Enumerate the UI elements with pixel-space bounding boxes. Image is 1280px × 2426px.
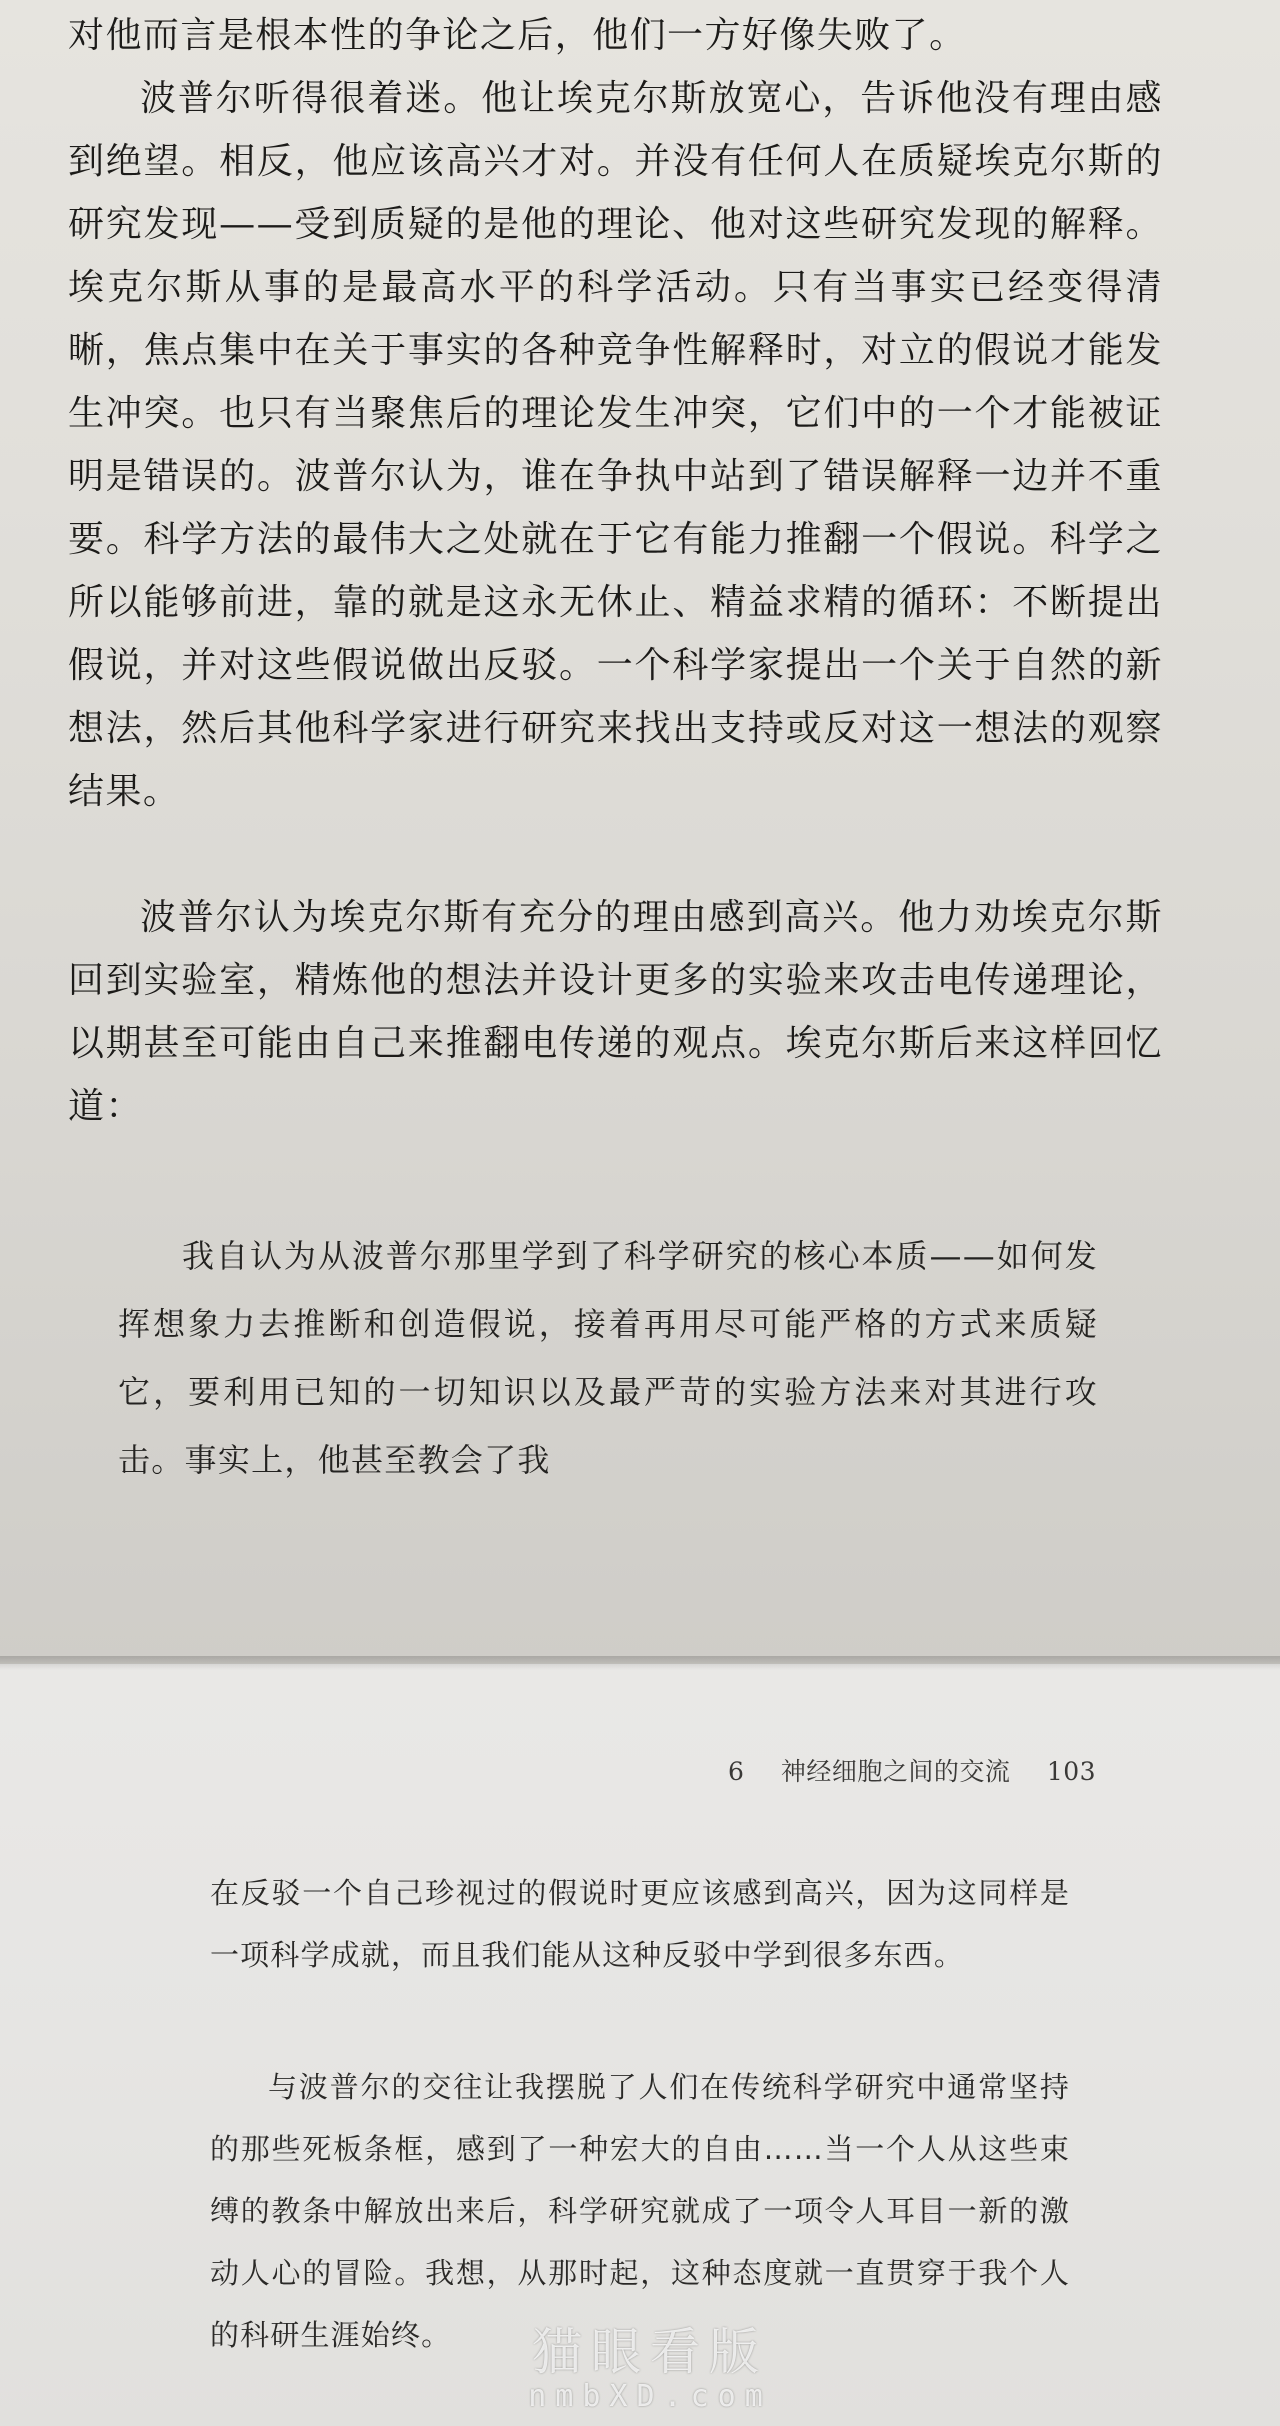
- page-number: 103: [1046, 1757, 1097, 1786]
- page-seam: [0, 1656, 1280, 1670]
- block-quote-continued: 在反驳一个自己珍视过的假说时更应该感到高兴，因为这同样是一项科学成就，而且我们能从这种反驳中学到很多东西。: [210, 1876, 1070, 1972]
- watermark: [480, 2325, 820, 2413]
- running-head: [728, 1752, 1096, 1788]
- paragraph-fragment: 对他而言是根本性的争论之后，他们一方好像失败了。: [68, 15, 967, 56]
- chapter-number: 6: [728, 1757, 745, 1786]
- paragraph-popper-advice: 波普尔认为埃克尔斯有充分的理由感到高兴。他力劝埃克尔斯回到实验室，精炼他的想法并设计更多的实验来攻击电传递理论，以期甚至可能由自己来推翻电传递的观点。埃克尔斯后来这样回忆道：: [68, 897, 1163, 1127]
- paragraph-popper-response: 波普尔听得很着迷。他让埃克尔斯放宽心，告诉他没有理由感到绝望。相反，他应该高兴才对。并没有任何人在质疑埃克尔斯的研究发现——受到质疑的是他的理论、他对这些研究发现的解释。埃克尔斯从事的是最高水平的科学活动。只有当事实已经变得清晰，焦点集中在关于事实的各种竞争性解释时，对立的假说才能发生冲突。也只有当聚焦后的理论发生冲突，它们中的一个才能被证明是错误的。波普尔认为，谁在争执中站到了错误解释一边并不重要。科学方法的最伟大之处就在于它有能力推翻一个假说。科学之所以能够前进，靠的就是这永无休止、精益求精的循环：不断提出假说，并对这些假说做出反驳。一个科学家提出一个关于自然的新想法，然后其他科学家进行研究来找出支持或反对这一想法的观察结果。: [68, 78, 1163, 812]
- block-quote-eccles: 我自认为从波普尔那里学到了科学研究的核心本质——如何发挥想象力去推断和创造假说，接着再用尽可能严格的方式来质疑它，要利用已知的一切知识以及最严苛的实验方法来对其进行攻击。事实上，他甚至教会了我: [118, 1237, 1098, 1479]
- watermark-url: nmbXD.com: [528, 2379, 772, 2414]
- chapter-title: 神经细胞之间的交流: [780, 1757, 1011, 1786]
- watermark-text: 猫眼看版: [532, 2323, 768, 2381]
- block-quote-paragraph: 与波普尔的交往让我摆脱了人们在传统科学研究中通常坚持的那些死板条框，感到了一种宏大的自由……当一个人从这些束缚的教条中解放出来后，科学研究就成了一项令人耳目一新的激动人心的冒险。我想，从那时起，这种态度就一直贯穿于我个人的科研生涯始终。: [210, 2070, 1070, 2352]
